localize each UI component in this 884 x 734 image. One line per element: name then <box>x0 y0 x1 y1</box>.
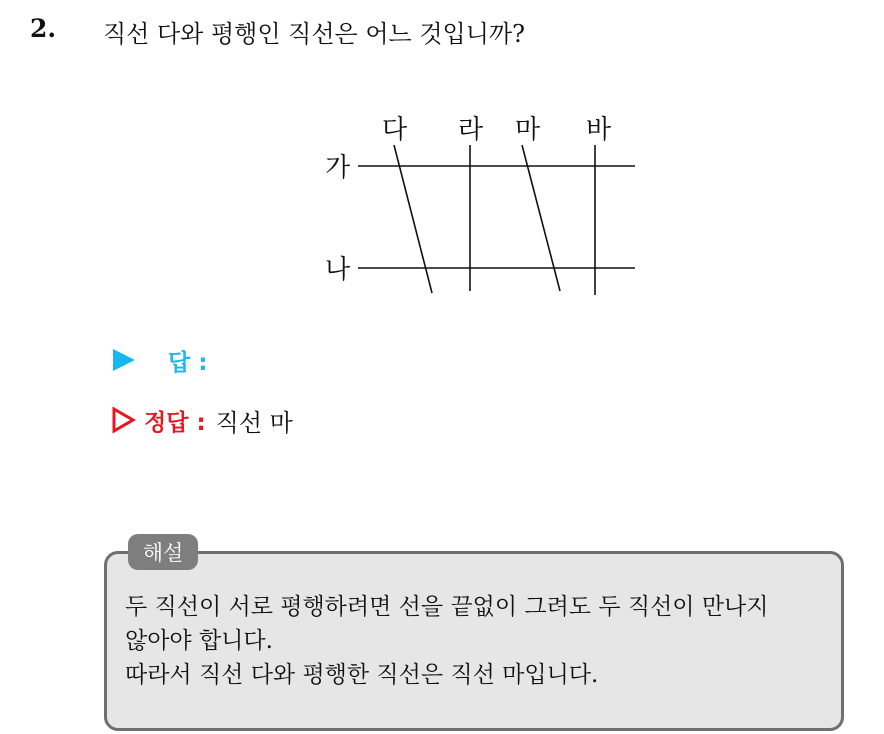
correct-answer-row <box>112 402 293 438</box>
explanation-line: 따라서 직선 다와 평행한 직선은 직선 마입니다. <box>125 662 599 688</box>
explanation-text <box>125 590 835 692</box>
answer-row <box>112 342 207 378</box>
play-triangle-icon <box>112 348 136 372</box>
line-da <box>394 145 432 293</box>
question-text: 직선 다와 평행인 직선은 어느 것입니까? <box>103 20 525 48</box>
label-da: 다 <box>382 115 408 145</box>
line-ma <box>522 145 560 291</box>
correct-answer-value: 직선 마 <box>215 408 293 437</box>
label-ga: 가 <box>325 153 351 183</box>
explanation-line: 않아야 합니다. <box>125 628 273 654</box>
explanation-tab: 해설 <box>128 534 198 570</box>
parallel-lines-diagram <box>310 105 650 305</box>
label-ra: 라 <box>458 115 484 145</box>
answer-label: 답 : <box>168 349 208 376</box>
question-number: 2. <box>30 14 57 43</box>
correct-answer-label: 정답 : <box>144 409 206 436</box>
label-na: 나 <box>325 255 351 285</box>
label-ba: 바 <box>586 115 612 145</box>
outline-triangle-icon <box>112 407 136 433</box>
explanation-line: 두 직선이 서로 평행하려면 선을 끝없이 그려도 두 직선이 만나지 <box>125 594 769 620</box>
label-ma: 마 <box>515 115 541 145</box>
